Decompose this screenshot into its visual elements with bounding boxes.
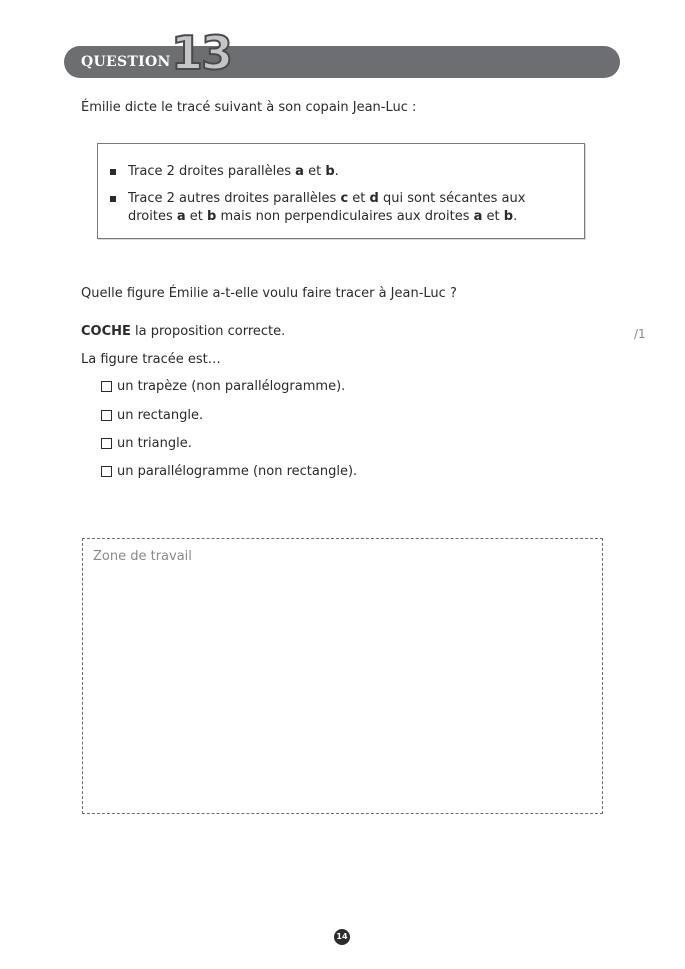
option-rectangle[interactable] [101, 408, 203, 423]
score-label: /1 [634, 327, 646, 341]
coche-instruction [81, 324, 285, 339]
coche-rest: la proposition correcte. [130, 324, 286, 339]
question-number: 13 [171, 26, 232, 80]
work-zone-label: Zone de travail [93, 549, 192, 564]
checkbox-icon[interactable] [101, 466, 112, 477]
intro-text: Émilie dicte le tracé suivant à son copain Jean-Luc : [81, 100, 417, 115]
option-label: un triangle. [117, 436, 192, 451]
coche-keyword: COCHE [81, 324, 131, 339]
option-triangle[interactable] [101, 436, 192, 451]
instruction-text-2: Trace 2 autres droites parallèles c et d qui sont sécantes aux droites a et b mais non perpendiculaires aux droites a et b. [128, 191, 526, 224]
option-parallelogramme[interactable] [101, 464, 357, 479]
checkbox-icon[interactable] [101, 438, 112, 449]
bullet-icon [110, 169, 116, 175]
instruction-box [97, 143, 585, 239]
page-number: 14 [334, 929, 350, 945]
question-text: Quelle figure Émilie a-t-elle voulu faire tracer à Jean-Luc ? [81, 286, 457, 301]
option-label: un rectangle. [117, 408, 204, 423]
figure-prompt: La figure tracée est… [81, 352, 221, 367]
option-trapeze[interactable] [101, 379, 345, 394]
option-label: un parallélogramme (non rectangle). [117, 464, 358, 479]
checkbox-icon[interactable] [101, 410, 112, 421]
checkbox-icon[interactable] [101, 381, 112, 392]
instruction-text-1: Trace 2 droites parallèles a et b. [128, 164, 339, 179]
bullet-icon [110, 196, 116, 202]
work-zone[interactable] [82, 538, 603, 814]
option-label: un trapèze (non parallélogramme). [117, 379, 346, 394]
question-label: QUESTION [81, 54, 171, 70]
